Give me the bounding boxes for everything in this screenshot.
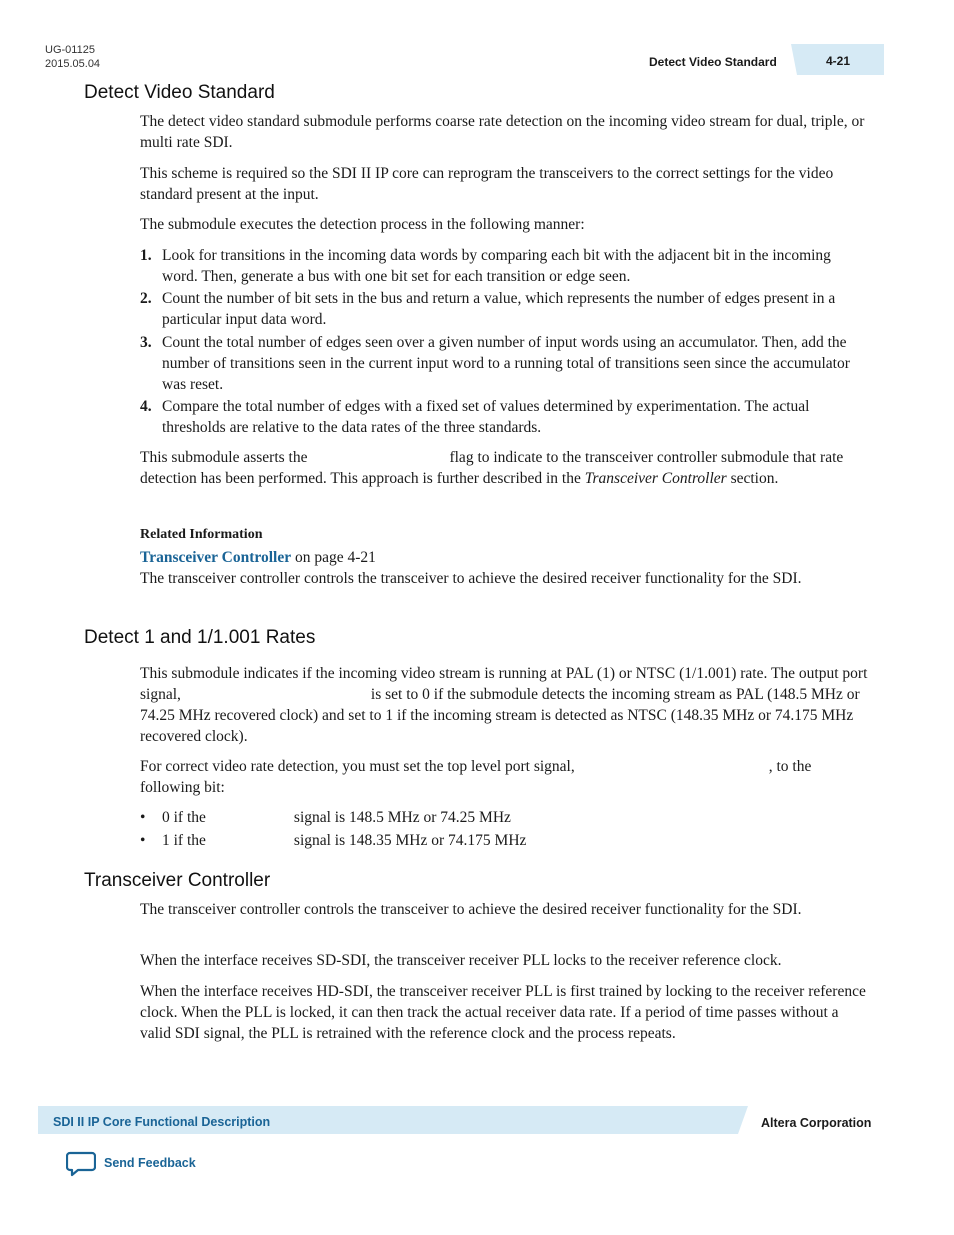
related-description: The transceiver controller controls the transceiver to achieve the desired receiver functionality for the SDI. bbox=[140, 570, 802, 587]
list-number: 3. bbox=[140, 334, 152, 351]
list-item bbox=[140, 396, 870, 438]
related-page-ref: on page 4-21 bbox=[294, 549, 376, 566]
text-run: , to the following bit: bbox=[140, 758, 812, 796]
related-information bbox=[140, 547, 870, 589]
section-heading-transceiver-controller: Transceiver Controller bbox=[84, 870, 271, 891]
text-run: For correct video rate detection, you must set the top level port signal, bbox=[140, 758, 575, 775]
list-number: 4. bbox=[140, 398, 152, 415]
running-header-title: Detect Video Standard bbox=[649, 55, 777, 69]
doc-number: UG-01125 bbox=[45, 44, 95, 56]
paragraph: The submodule executes the detection process in the following manner: bbox=[140, 216, 585, 233]
text-run: This submodule asserts the bbox=[140, 449, 308, 466]
footer-company: Altera Corporation bbox=[761, 1116, 872, 1130]
paragraph: The transceiver controller controls the transceiver to achieve the desired receiver functionality for the SDI. bbox=[140, 901, 802, 918]
section-heading-detect-video-standard: Detect Video Standard bbox=[84, 82, 275, 103]
text-run: section. bbox=[730, 470, 779, 487]
list-text: Look for transitions in the incoming data words by comparing each bit with the adjacent bit in the incoming word. Then, generate a bus with one bit set for each transition or edge seen. bbox=[162, 247, 831, 285]
text-run: 1 if the bbox=[162, 832, 206, 849]
document-id bbox=[45, 43, 100, 71]
bullet-marker: • bbox=[140, 809, 146, 826]
feedback-icon[interactable] bbox=[66, 1151, 96, 1177]
list-item bbox=[140, 288, 870, 330]
paragraph bbox=[140, 756, 870, 798]
bullet-item bbox=[140, 807, 870, 828]
list-number: 2. bbox=[140, 290, 152, 307]
paragraph bbox=[140, 447, 855, 489]
text-run-italic: Transceiver Controller bbox=[584, 470, 727, 487]
paragraph: When the interface receives HD-SDI, the transceiver receiver PLL is first trained by locking to the receiver reference clock. When the PLL is locked, it can then track the actual receiver data rate. If a period of time passes without a valid SDI signal, the PLL is retrained with the reference clock and the process repeats. bbox=[140, 983, 866, 1042]
section-heading-detect-rates: Detect 1 and 1/1.001 Rates bbox=[84, 627, 316, 648]
doc-date: 2015.05.04 bbox=[45, 58, 101, 70]
send-feedback-link[interactable]: Send Feedback bbox=[104, 1156, 196, 1170]
list-item bbox=[140, 332, 870, 395]
text-run: flag to indicate to the transceiver controller submodule that rate detection has been performed. This approach is further described in the bbox=[140, 449, 844, 487]
list-item bbox=[140, 245, 870, 287]
paragraph: The detect video standard submodule performs coarse rate detection on the incoming video stream for dual, triple, or multi rate SDI. bbox=[140, 113, 865, 151]
paragraph: This scheme is required so the SDI II IP core can reprogram the transceivers to the correct settings for the video standard present at the input. bbox=[140, 165, 834, 203]
paragraph: When the interface receives SD-SDI, the transceiver receiver PLL locks to the receiver reference clock. bbox=[140, 952, 782, 969]
text-run: This submodule indicates if the incoming video stream is running at PAL (1) or NTSC (1/1.001) rate. The output port signal, bbox=[140, 665, 868, 703]
bullet-marker: • bbox=[140, 832, 146, 849]
list-text: Count the number of bit sets in the bus and return a value, which represents the number of edges present in a particular input data word. bbox=[162, 290, 836, 328]
bullet-item bbox=[140, 830, 870, 851]
list-number: 1. bbox=[140, 247, 152, 264]
text-run: signal is 148.35 MHz or 74.175 MHz bbox=[293, 832, 527, 849]
list-text: Compare the total number of edges with a fixed set of values determined by experimentation. The actual thresholds are relative to the data rates of the three standards. bbox=[162, 398, 810, 436]
related-link-transceiver-controller[interactable]: Transceiver Controller bbox=[140, 549, 292, 566]
page-number: 4-21 bbox=[826, 54, 851, 68]
related-information-title: Related Information bbox=[140, 527, 263, 542]
text-run: 0 if the bbox=[162, 809, 206, 826]
text-run: signal is 148.5 MHz or 74.25 MHz bbox=[293, 809, 511, 826]
text-run: is set to 0 if the submodule detects the incoming stream as PAL (148.5 MHz or 74.25 MHz recovered clock) and set to 1 if the incoming stream is detected as NTSC (148.35 MHz or 74.175 MHz recovered clock). bbox=[140, 686, 860, 745]
footer-chapter-title: SDI II IP Core Functional Description bbox=[53, 1115, 271, 1129]
paragraph bbox=[140, 663, 870, 747]
list-text: Count the total number of edges seen over a given number of input words using an accumulator. Then, add the number of transitions seen in the current input word to a running total of transitions seen since the accumulator was reset. bbox=[162, 334, 850, 393]
